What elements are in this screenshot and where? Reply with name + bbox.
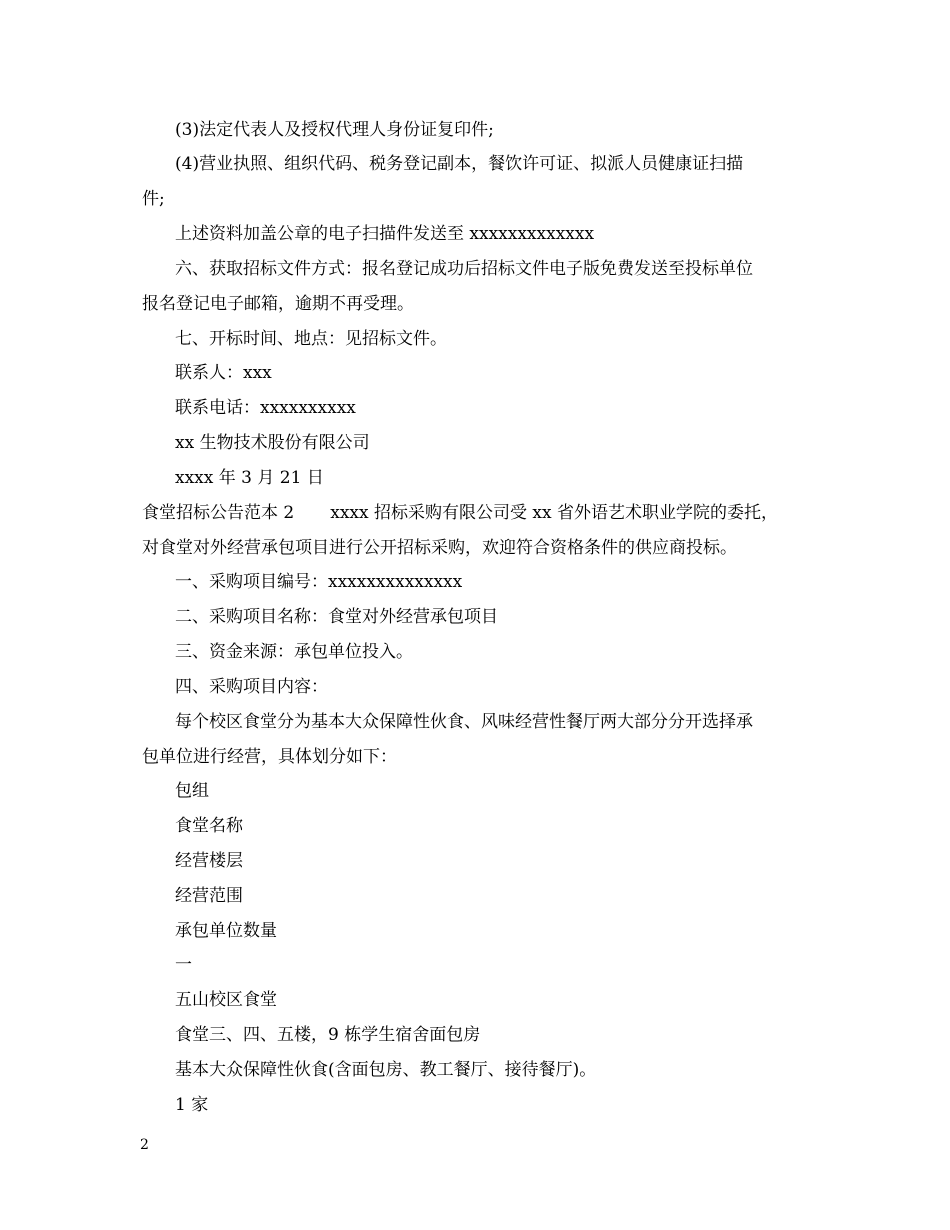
text-line: 经营楼层 <box>175 851 243 871</box>
page-number: 2 <box>140 1137 149 1153</box>
text-line: 联系人：xxx <box>175 363 272 383</box>
text-segment: xxxx 招标采购有限公司受 xx 省外语艺术职业学院的委托， <box>330 503 778 523</box>
text-line: 六、获取招标文件方式：报名登记成功后招标文件电子版免费发送至投标单位 <box>175 259 753 279</box>
text-line: 经营范围 <box>175 886 243 906</box>
text-line: xxxx 年 3 月 21 日 <box>175 468 324 488</box>
text-line: (3)法定代表人及授权代理人身份证复印件; <box>175 120 494 140</box>
text-line: 包组 <box>175 781 209 801</box>
text-line: 一 <box>175 955 192 975</box>
section-title: 食堂招标公告范本 2 <box>142 503 295 523</box>
text-line: 七、开标时间、地点：见招标文件。 <box>175 329 447 349</box>
text-line <box>142 501 778 525</box>
text-line: 一、采购项目编号：xxxxxxxxxxxxxx <box>175 572 463 592</box>
text-line: 件; <box>142 189 165 209</box>
text-line: 联系电话：xxxxxxxxxx <box>175 398 356 418</box>
text-line: 四、采购项目内容： <box>175 677 328 697</box>
text-line: 二、采购项目名称：食堂对外经营承包项目 <box>175 607 498 627</box>
text-line: (4)营业执照、组织代码、税务登记副本，餐饮许可证、拟派人员健康证扫描 <box>175 154 744 174</box>
text-line: 五山校区食堂 <box>175 990 277 1010</box>
text-line: 上述资料加盖公章的电子扫描件发送至 xxxxxxxxxxxxx <box>175 224 595 244</box>
text-line: xx 生物技术股份有限公司 <box>175 433 370 453</box>
text-line: 食堂三、四、五楼，9 栋学生宿舍面包房 <box>175 1025 481 1045</box>
text-line: 每个校区食堂分为基本大众保障性伙食、风味经营性餐厅两大部分分开选择承 <box>175 712 753 732</box>
text-line: 对食堂对外经营承包项目进行公开招标采购，欢迎符合资格条件的供应商投标。 <box>142 538 737 558</box>
text-line: 基本大众保障性伙食(含面包房、教工餐厅、接待餐厅)。 <box>175 1060 597 1080</box>
text-line: 承包单位数量 <box>175 921 277 941</box>
text-line: 1 家 <box>175 1095 209 1115</box>
text-line: 食堂名称 <box>175 816 243 836</box>
text-line: 三、资金来源：承包单位投入。 <box>175 642 413 662</box>
text-line: 包单位进行经营，具体划分如下： <box>142 747 397 767</box>
text-line: 报名登记电子邮箱，逾期不再受理。 <box>142 294 414 314</box>
